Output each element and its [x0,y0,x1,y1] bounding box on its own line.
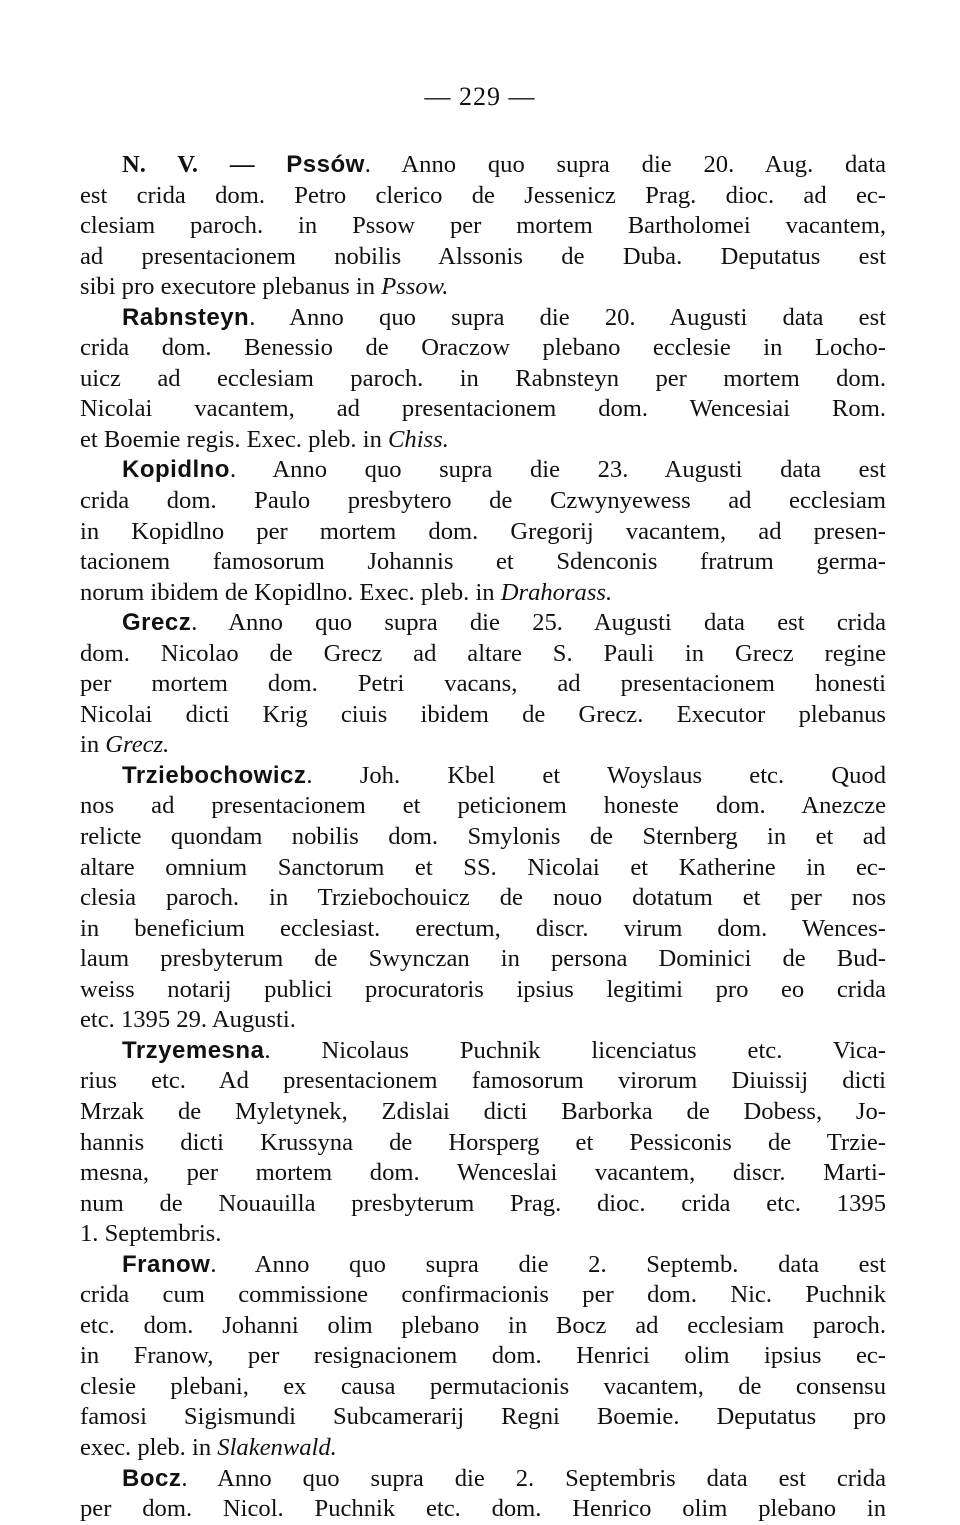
text-run: norum ibidem de Kopidlno. Exec. pleb. in [80,578,501,606]
entry [80,150,886,303]
place-name-heading: Rabnsteyn [122,303,250,331]
entry-number: N. V. — [122,151,287,178]
text-line [80,394,886,425]
text-run: . Anno quo supra die 20. Augusti data est [249,303,886,331]
text-run: relicte quondam nobilis dom. Smylonis de Sternberg in et ad [80,823,886,851]
text-run: crida cum commissione confirmacionis per dom. Nic. Puchnik [80,1281,886,1309]
text-run: per mortem dom. Petri vacans, ad presentacionem honesti [80,670,886,698]
text-line [80,944,886,975]
text-run: tacionem famosorum Johannis et Sdenconis fratrum germa- [80,548,886,576]
text-line [80,1311,886,1342]
text-line [80,1005,886,1036]
text-line [80,547,886,578]
text-line [80,181,886,212]
text-line [80,883,886,914]
text-run: Nicolai dicti Krig ciuis ibidem de Grecz. Executor plebanus [80,700,886,728]
text-run: crida dom. Benessio de Oraczow plebano ecclesie in Locho- [80,334,886,362]
text-run: exec. pleb. in [80,1433,218,1461]
entry [80,303,886,456]
text-run: Nicolai vacantem, ad presentacionem dom. Wencesiai Rom. [80,395,886,423]
text-run: . Anno quo supra die 20. Aug. data [364,151,886,178]
text-line [80,1341,886,1372]
italic-place-name: Slakenwald. [217,1433,337,1461]
text-line [80,1189,886,1220]
entry [80,608,886,761]
text-run: sibi pro executore plebanus in [80,273,382,301]
text-run: etc. 1395 29. Augusti. [80,1006,296,1034]
text-line [80,486,886,517]
entry-heading-line [80,150,886,181]
text-line [80,578,886,609]
italic-place-name: Drahorass. [500,578,613,606]
place-name-heading: Trzyemesna [122,1036,265,1064]
text-run: et Boemie regis. Exec. pleb. in [80,425,389,453]
text-run: weiss notarij publici procuratoris ipsius legitimi pro eo crida [80,975,886,1003]
text-line [80,1219,886,1250]
body-text [80,150,886,1525]
text-run: nos ad presentacionem et peticionem honeste dom. Anezcze [80,792,886,820]
text-line [80,730,886,761]
entry-heading-line [80,608,886,639]
text-run: crida dom. Paulo presbytero de Czwynyewess ad ecclesiam [80,487,886,515]
text-run: 1. Septembris. [80,1220,222,1248]
text-line [80,639,886,670]
text-line [80,1128,886,1159]
place-name-heading: Kopidlno [122,456,230,484]
text-run: rius etc. Ad presentacionem famosorum virorum Diuissij dicti [80,1067,886,1095]
text-run: clesie plebani, ex causa permutacionis vacantem, de consensu [80,1372,886,1400]
italic-place-name: Grecz. [105,731,170,759]
entry [80,1464,886,1525]
text-line [80,425,886,456]
text-run: . Joh. Kbel et Woyslaus etc. Quod [306,761,886,789]
text-run: clesiam paroch. in Pssow per mortem Bartholomei vacantem, [80,212,886,240]
text-line [80,333,886,364]
text-run: . Anno quo supra die 2. Septembris data est crida [181,1464,886,1492]
entry-heading-line [80,455,886,486]
text-run: altare omnium Sanctorum et SS. Nicolai et Katherine in ec- [80,853,886,881]
text-line [80,517,886,548]
text-line [80,364,886,395]
place-name-heading: Trziebochowicz [122,761,307,789]
text-line [80,1066,886,1097]
italic-place-name: Chiss. [388,425,449,453]
entry-heading-line [80,1250,886,1281]
place-name-heading: Franow [122,1250,211,1278]
text-run: in beneficium ecclesiast. erectum, discr. virum dom. Wences- [80,914,886,942]
text-run: clesia paroch. in Trziebochouicz de nouo dotatum et per nos [80,884,886,912]
text-run: per dom. Nicol. Puchnik etc. dom. Henrico olim plebano in [80,1495,886,1523]
text-line [80,700,886,731]
text-line [80,1433,886,1464]
text-run: in Franow, per resignacionem dom. Henrici olim ipsius ec- [80,1342,886,1370]
text-line [80,242,886,273]
text-line [80,1372,886,1403]
text-line [80,1494,886,1525]
text-run: est crida dom. Petro clerico de Jessenicz Prag. dioc. ad ec- [80,181,886,209]
text-line [80,272,886,303]
text-run: in [80,731,106,759]
entry-heading-line [80,1464,886,1495]
entry-heading-line [80,761,886,792]
text-line [80,1402,886,1433]
text-line [80,1097,886,1128]
entry-heading-line [80,1036,886,1067]
text-run: Mrzak de Myletynek, Zdislai dicti Barborka de Dobess, Jo- [80,1097,886,1125]
entry-heading-line [80,303,886,334]
text-run: laum presbyterum de Swynczan in persona Dominici de Bud- [80,945,886,973]
text-run: etc. dom. Johanni olim plebano in Bocz ad ecclesiam paroch. [80,1311,886,1339]
italic-place-name: Pssow. [381,273,449,301]
entry [80,455,886,608]
text-run: mesna, per mortem dom. Wenceslai vacantem, discr. Marti- [80,1159,886,1187]
text-line [80,1158,886,1189]
text-run: . Anno quo supra die 23. Augusti data est [229,456,886,484]
text-run: ad presentacionem nobilis Alssonis de Duba. Deputatus est [80,242,886,270]
page-number-header: — 229 — [424,82,536,111]
place-name-heading: Bocz [122,1464,182,1492]
text-run: . Nicolaus Puchnik licenciatus etc. Vica- [264,1036,886,1064]
text-run: num de Nouauilla presbyterum Prag. dioc. crida etc. 1395 [80,1189,886,1217]
text-line [80,853,886,884]
text-line [80,1280,886,1311]
text-run: . Anno quo supra die 25. Augusti data est crida [191,609,886,637]
text-run: famosi Sigismundi Subcamerarij Regni Boemie. Deputatus pro [80,1403,886,1431]
text-line [80,822,886,853]
text-run: . Anno quo supra die 2. Septemb. data est [210,1250,886,1278]
text-line [80,791,886,822]
place-name-heading: Grecz [122,609,192,637]
text-line [80,211,886,242]
text-line [80,914,886,945]
place-name-heading: Pssów [286,151,365,178]
text-run: hannis dicti Krussyna de Horsperg et Pessiconis de Trzie- [80,1128,886,1156]
text-run: uicz ad ecclesiam paroch. in Rabnsteyn per mortem dom. [80,364,886,392]
text-run: dom. Nicolao de Grecz ad altare S. Pauli in Grecz regine [80,639,886,667]
text-line [80,975,886,1006]
entry [80,1036,886,1250]
entry [80,1250,886,1464]
text-line [80,669,886,700]
entry [80,761,886,1036]
text-run: in Kopidlno per mortem dom. Gregorij vacantem, ad presen- [80,517,886,545]
